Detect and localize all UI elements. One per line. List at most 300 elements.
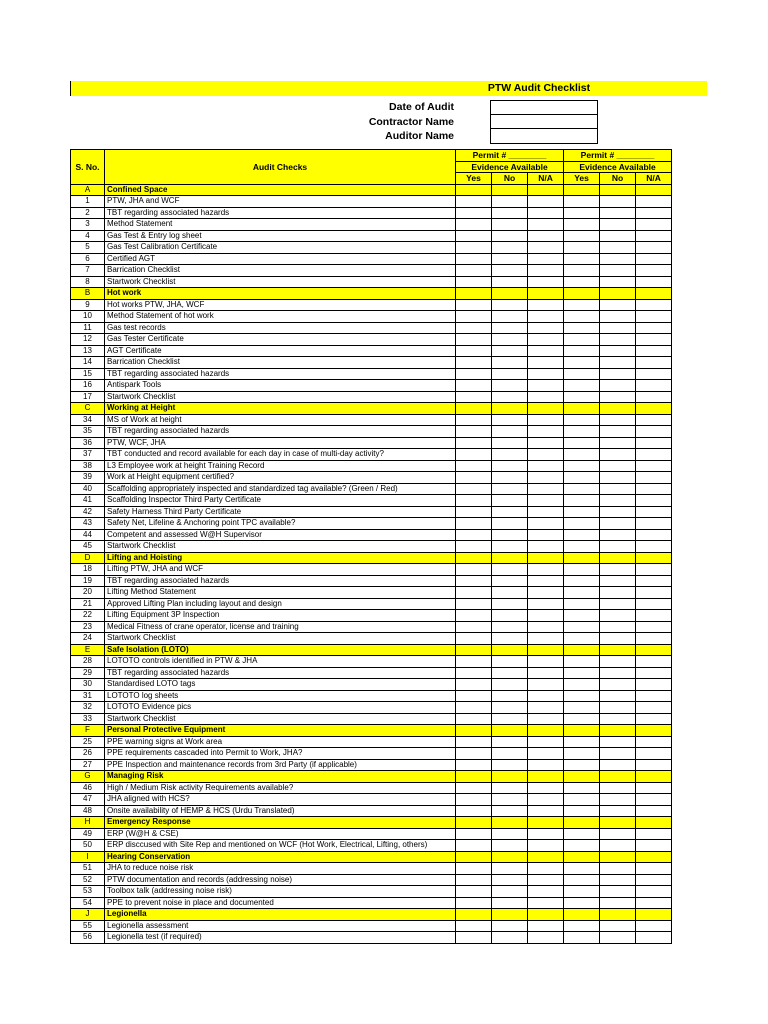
yes-2-cell[interactable]: [564, 713, 600, 725]
yes-2-cell[interactable]: [564, 805, 600, 817]
na-1-cell[interactable]: [528, 483, 564, 495]
yes-1-cell[interactable]: [456, 575, 492, 587]
na-1-cell[interactable]: [528, 426, 564, 438]
no-1-cell[interactable]: [492, 368, 528, 380]
no-2-cell[interactable]: [600, 345, 636, 357]
no-1-cell[interactable]: [492, 759, 528, 771]
na-2-cell[interactable]: [636, 874, 672, 886]
na-2-cell[interactable]: [636, 932, 672, 944]
yes-1-cell[interactable]: [456, 828, 492, 840]
na-2-cell[interactable]: [636, 564, 672, 576]
na-1-cell[interactable]: [528, 380, 564, 392]
no-1-cell[interactable]: [492, 587, 528, 599]
yes-2-cell[interactable]: [564, 460, 600, 472]
no-1-cell[interactable]: [492, 265, 528, 277]
no-1-cell[interactable]: [492, 886, 528, 898]
no-1-cell[interactable]: [492, 495, 528, 507]
yes-2-cell[interactable]: [564, 932, 600, 944]
yes-1-cell[interactable]: [456, 219, 492, 231]
na-1-cell[interactable]: [528, 794, 564, 806]
yes-2-cell[interactable]: [564, 483, 600, 495]
yes-2-cell[interactable]: [564, 564, 600, 576]
yes-2-cell[interactable]: [564, 828, 600, 840]
yes-2-cell[interactable]: [564, 541, 600, 553]
na-2-cell[interactable]: [636, 621, 672, 633]
na-2-cell[interactable]: [636, 575, 672, 587]
yes-1-cell[interactable]: [456, 242, 492, 254]
na-1-cell[interactable]: [528, 748, 564, 760]
no-1-cell[interactable]: [492, 391, 528, 403]
na-1-cell[interactable]: [528, 299, 564, 311]
yes-1-cell[interactable]: [456, 276, 492, 288]
yes-2-cell[interactable]: [564, 863, 600, 875]
na-1-cell[interactable]: [528, 840, 564, 852]
yes-2-cell[interactable]: [564, 322, 600, 334]
date-of-audit-field[interactable]: [490, 100, 598, 115]
yes-2-cell[interactable]: [564, 656, 600, 668]
na-2-cell[interactable]: [636, 529, 672, 541]
na-2-cell[interactable]: [636, 736, 672, 748]
yes-1-cell[interactable]: [456, 357, 492, 369]
na-2-cell[interactable]: [636, 759, 672, 771]
na-1-cell[interactable]: [528, 414, 564, 426]
na-2-cell[interactable]: [636, 380, 672, 392]
na-1-cell[interactable]: [528, 311, 564, 323]
na-2-cell[interactable]: [636, 840, 672, 852]
na-1-cell[interactable]: [528, 702, 564, 714]
no-2-cell[interactable]: [600, 679, 636, 691]
na-2-cell[interactable]: [636, 610, 672, 622]
na-2-cell[interactable]: [636, 449, 672, 461]
yes-2-cell[interactable]: [564, 242, 600, 254]
na-2-cell[interactable]: [636, 541, 672, 553]
no-1-cell[interactable]: [492, 414, 528, 426]
no-1-cell[interactable]: [492, 276, 528, 288]
no-1-cell[interactable]: [492, 863, 528, 875]
yes-1-cell[interactable]: [456, 713, 492, 725]
na-2-cell[interactable]: [636, 506, 672, 518]
na-2-cell[interactable]: [636, 886, 672, 898]
no-1-cell[interactable]: [492, 380, 528, 392]
na-1-cell[interactable]: [528, 345, 564, 357]
auditor-name-field[interactable]: [490, 129, 598, 144]
yes-2-cell[interactable]: [564, 334, 600, 346]
yes-1-cell[interactable]: [456, 518, 492, 530]
na-2-cell[interactable]: [636, 219, 672, 231]
na-2-cell[interactable]: [636, 276, 672, 288]
yes-2-cell[interactable]: [564, 690, 600, 702]
yes-2-cell[interactable]: [564, 345, 600, 357]
na-2-cell[interactable]: [636, 391, 672, 403]
no-1-cell[interactable]: [492, 690, 528, 702]
na-1-cell[interactable]: [528, 242, 564, 254]
yes-1-cell[interactable]: [456, 196, 492, 208]
na-2-cell[interactable]: [636, 230, 672, 242]
yes-1-cell[interactable]: [456, 690, 492, 702]
no-1-cell[interactable]: [492, 667, 528, 679]
yes-2-cell[interactable]: [564, 207, 600, 219]
yes-1-cell[interactable]: [456, 736, 492, 748]
no-2-cell[interactable]: [600, 587, 636, 599]
na-2-cell[interactable]: [636, 805, 672, 817]
yes-1-cell[interactable]: [456, 391, 492, 403]
yes-2-cell[interactable]: [564, 897, 600, 909]
no-1-cell[interactable]: [492, 679, 528, 691]
yes-2-cell[interactable]: [564, 610, 600, 622]
no-2-cell[interactable]: [600, 748, 636, 760]
na-1-cell[interactable]: [528, 529, 564, 541]
no-2-cell[interactable]: [600, 311, 636, 323]
yes-2-cell[interactable]: [564, 679, 600, 691]
na-1-cell[interactable]: [528, 633, 564, 645]
no-2-cell[interactable]: [600, 242, 636, 254]
no-1-cell[interactable]: [492, 207, 528, 219]
na-2-cell[interactable]: [636, 472, 672, 484]
yes-2-cell[interactable]: [564, 702, 600, 714]
no-1-cell[interactable]: [492, 437, 528, 449]
no-1-cell[interactable]: [492, 610, 528, 622]
yes-1-cell[interactable]: [456, 587, 492, 599]
no-1-cell[interactable]: [492, 253, 528, 265]
yes-1-cell[interactable]: [456, 598, 492, 610]
na-2-cell[interactable]: [636, 920, 672, 932]
no-2-cell[interactable]: [600, 460, 636, 472]
yes-1-cell[interactable]: [456, 472, 492, 484]
no-2-cell[interactable]: [600, 782, 636, 794]
na-1-cell[interactable]: [528, 897, 564, 909]
na-1-cell[interactable]: [528, 495, 564, 507]
yes-1-cell[interactable]: [456, 368, 492, 380]
yes-1-cell[interactable]: [456, 794, 492, 806]
na-2-cell[interactable]: [636, 828, 672, 840]
no-1-cell[interactable]: [492, 242, 528, 254]
yes-1-cell[interactable]: [456, 932, 492, 944]
no-2-cell[interactable]: [600, 357, 636, 369]
no-2-cell[interactable]: [600, 219, 636, 231]
yes-2-cell[interactable]: [564, 230, 600, 242]
yes-1-cell[interactable]: [456, 621, 492, 633]
no-1-cell[interactable]: [492, 230, 528, 242]
na-2-cell[interactable]: [636, 679, 672, 691]
no-2-cell[interactable]: [600, 840, 636, 852]
na-1-cell[interactable]: [528, 230, 564, 242]
no-1-cell[interactable]: [492, 633, 528, 645]
na-2-cell[interactable]: [636, 667, 672, 679]
yes-1-cell[interactable]: [456, 483, 492, 495]
no-1-cell[interactable]: [492, 748, 528, 760]
na-1-cell[interactable]: [528, 541, 564, 553]
na-2-cell[interactable]: [636, 357, 672, 369]
yes-1-cell[interactable]: [456, 449, 492, 461]
na-1-cell[interactable]: [528, 276, 564, 288]
yes-1-cell[interactable]: [456, 886, 492, 898]
na-1-cell[interactable]: [528, 518, 564, 530]
yes-2-cell[interactable]: [564, 414, 600, 426]
no-1-cell[interactable]: [492, 782, 528, 794]
no-2-cell[interactable]: [600, 656, 636, 668]
no-2-cell[interactable]: [600, 598, 636, 610]
na-2-cell[interactable]: [636, 518, 672, 530]
yes-2-cell[interactable]: [564, 840, 600, 852]
no-2-cell[interactable]: [600, 713, 636, 725]
na-2-cell[interactable]: [636, 196, 672, 208]
yes-1-cell[interactable]: [456, 345, 492, 357]
no-1-cell[interactable]: [492, 621, 528, 633]
yes-1-cell[interactable]: [456, 564, 492, 576]
no-1-cell[interactable]: [492, 426, 528, 438]
no-2-cell[interactable]: [600, 483, 636, 495]
yes-1-cell[interactable]: [456, 702, 492, 714]
no-1-cell[interactable]: [492, 357, 528, 369]
na-1-cell[interactable]: [528, 874, 564, 886]
yes-1-cell[interactable]: [456, 207, 492, 219]
yes-1-cell[interactable]: [456, 805, 492, 817]
no-1-cell[interactable]: [492, 460, 528, 472]
no-2-cell[interactable]: [600, 633, 636, 645]
na-2-cell[interactable]: [636, 368, 672, 380]
na-2-cell[interactable]: [636, 207, 672, 219]
yes-2-cell[interactable]: [564, 575, 600, 587]
yes-2-cell[interactable]: [564, 426, 600, 438]
yes-1-cell[interactable]: [456, 920, 492, 932]
no-2-cell[interactable]: [600, 690, 636, 702]
na-1-cell[interactable]: [528, 782, 564, 794]
yes-1-cell[interactable]: [456, 414, 492, 426]
yes-2-cell[interactable]: [564, 357, 600, 369]
na-1-cell[interactable]: [528, 391, 564, 403]
no-1-cell[interactable]: [492, 196, 528, 208]
no-1-cell[interactable]: [492, 311, 528, 323]
na-2-cell[interactable]: [636, 437, 672, 449]
na-2-cell[interactable]: [636, 495, 672, 507]
na-2-cell[interactable]: [636, 460, 672, 472]
yes-1-cell[interactable]: [456, 426, 492, 438]
na-2-cell[interactable]: [636, 299, 672, 311]
na-1-cell[interactable]: [528, 334, 564, 346]
yes-2-cell[interactable]: [564, 794, 600, 806]
na-1-cell[interactable]: [528, 759, 564, 771]
no-1-cell[interactable]: [492, 840, 528, 852]
no-2-cell[interactable]: [600, 897, 636, 909]
na-2-cell[interactable]: [636, 598, 672, 610]
na-2-cell[interactable]: [636, 242, 672, 254]
yes-2-cell[interactable]: [564, 276, 600, 288]
yes-1-cell[interactable]: [456, 299, 492, 311]
no-2-cell[interactable]: [600, 805, 636, 817]
na-2-cell[interactable]: [636, 794, 672, 806]
no-1-cell[interactable]: [492, 541, 528, 553]
na-2-cell[interactable]: [636, 311, 672, 323]
yes-2-cell[interactable]: [564, 759, 600, 771]
na-2-cell[interactable]: [636, 334, 672, 346]
yes-2-cell[interactable]: [564, 495, 600, 507]
yes-2-cell[interactable]: [564, 587, 600, 599]
yes-1-cell[interactable]: [456, 265, 492, 277]
no-2-cell[interactable]: [600, 230, 636, 242]
no-1-cell[interactable]: [492, 219, 528, 231]
no-2-cell[interactable]: [600, 449, 636, 461]
no-2-cell[interactable]: [600, 541, 636, 553]
no-2-cell[interactable]: [600, 253, 636, 265]
na-1-cell[interactable]: [528, 575, 564, 587]
na-1-cell[interactable]: [528, 253, 564, 265]
na-1-cell[interactable]: [528, 610, 564, 622]
yes-1-cell[interactable]: [456, 656, 492, 668]
yes-1-cell[interactable]: [456, 759, 492, 771]
na-1-cell[interactable]: [528, 472, 564, 484]
no-1-cell[interactable]: [492, 575, 528, 587]
no-2-cell[interactable]: [600, 886, 636, 898]
yes-2-cell[interactable]: [564, 506, 600, 518]
na-1-cell[interactable]: [528, 828, 564, 840]
na-1-cell[interactable]: [528, 449, 564, 461]
no-1-cell[interactable]: [492, 299, 528, 311]
na-1-cell[interactable]: [528, 656, 564, 668]
na-1-cell[interactable]: [528, 437, 564, 449]
yes-2-cell[interactable]: [564, 920, 600, 932]
no-1-cell[interactable]: [492, 472, 528, 484]
na-2-cell[interactable]: [636, 265, 672, 277]
na-2-cell[interactable]: [636, 690, 672, 702]
no-1-cell[interactable]: [492, 736, 528, 748]
na-2-cell[interactable]: [636, 414, 672, 426]
na-1-cell[interactable]: [528, 196, 564, 208]
na-2-cell[interactable]: [636, 782, 672, 794]
no-1-cell[interactable]: [492, 506, 528, 518]
yes-2-cell[interactable]: [564, 529, 600, 541]
no-2-cell[interactable]: [600, 196, 636, 208]
no-2-cell[interactable]: [600, 667, 636, 679]
yes-1-cell[interactable]: [456, 897, 492, 909]
na-1-cell[interactable]: [528, 598, 564, 610]
na-1-cell[interactable]: [528, 920, 564, 932]
no-2-cell[interactable]: [600, 380, 636, 392]
no-2-cell[interactable]: [600, 414, 636, 426]
no-1-cell[interactable]: [492, 932, 528, 944]
no-2-cell[interactable]: [600, 276, 636, 288]
yes-2-cell[interactable]: [564, 311, 600, 323]
na-2-cell[interactable]: [636, 863, 672, 875]
no-2-cell[interactable]: [600, 518, 636, 530]
yes-1-cell[interactable]: [456, 863, 492, 875]
yes-1-cell[interactable]: [456, 667, 492, 679]
na-2-cell[interactable]: [636, 345, 672, 357]
no-2-cell[interactable]: [600, 920, 636, 932]
yes-2-cell[interactable]: [564, 253, 600, 265]
no-1-cell[interactable]: [492, 920, 528, 932]
no-1-cell[interactable]: [492, 449, 528, 461]
yes-1-cell[interactable]: [456, 748, 492, 760]
no-2-cell[interactable]: [600, 564, 636, 576]
na-2-cell[interactable]: [636, 483, 672, 495]
no-2-cell[interactable]: [600, 495, 636, 507]
no-2-cell[interactable]: [600, 736, 636, 748]
yes-2-cell[interactable]: [564, 886, 600, 898]
no-1-cell[interactable]: [492, 529, 528, 541]
no-1-cell[interactable]: [492, 897, 528, 909]
no-2-cell[interactable]: [600, 368, 636, 380]
no-2-cell[interactable]: [600, 529, 636, 541]
no-1-cell[interactable]: [492, 518, 528, 530]
na-1-cell[interactable]: [528, 713, 564, 725]
no-2-cell[interactable]: [600, 828, 636, 840]
no-2-cell[interactable]: [600, 391, 636, 403]
no-1-cell[interactable]: [492, 483, 528, 495]
na-1-cell[interactable]: [528, 506, 564, 518]
yes-2-cell[interactable]: [564, 219, 600, 231]
no-1-cell[interactable]: [492, 345, 528, 357]
yes-1-cell[interactable]: [456, 460, 492, 472]
no-2-cell[interactable]: [600, 472, 636, 484]
no-2-cell[interactable]: [600, 207, 636, 219]
yes-2-cell[interactable]: [564, 472, 600, 484]
no-2-cell[interactable]: [600, 334, 636, 346]
na-1-cell[interactable]: [528, 736, 564, 748]
na-1-cell[interactable]: [528, 207, 564, 219]
no-2-cell[interactable]: [600, 299, 636, 311]
na-1-cell[interactable]: [528, 690, 564, 702]
yes-2-cell[interactable]: [564, 380, 600, 392]
no-1-cell[interactable]: [492, 598, 528, 610]
no-1-cell[interactable]: [492, 656, 528, 668]
yes-1-cell[interactable]: [456, 529, 492, 541]
yes-1-cell[interactable]: [456, 334, 492, 346]
no-1-cell[interactable]: [492, 805, 528, 817]
contractor-name-field[interactable]: [490, 115, 598, 130]
na-1-cell[interactable]: [528, 805, 564, 817]
no-1-cell[interactable]: [492, 322, 528, 334]
yes-1-cell[interactable]: [456, 311, 492, 323]
yes-2-cell[interactable]: [564, 782, 600, 794]
yes-1-cell[interactable]: [456, 253, 492, 265]
no-2-cell[interactable]: [600, 426, 636, 438]
na-1-cell[interactable]: [528, 265, 564, 277]
na-1-cell[interactable]: [528, 322, 564, 334]
yes-2-cell[interactable]: [564, 299, 600, 311]
yes-2-cell[interactable]: [564, 598, 600, 610]
no-1-cell[interactable]: [492, 702, 528, 714]
yes-1-cell[interactable]: [456, 437, 492, 449]
no-2-cell[interactable]: [600, 863, 636, 875]
yes-1-cell[interactable]: [456, 541, 492, 553]
na-1-cell[interactable]: [528, 460, 564, 472]
yes-1-cell[interactable]: [456, 380, 492, 392]
no-2-cell[interactable]: [600, 874, 636, 886]
yes-1-cell[interactable]: [456, 506, 492, 518]
na-2-cell[interactable]: [636, 587, 672, 599]
no-2-cell[interactable]: [600, 610, 636, 622]
na-1-cell[interactable]: [528, 621, 564, 633]
yes-1-cell[interactable]: [456, 230, 492, 242]
no-1-cell[interactable]: [492, 334, 528, 346]
yes-2-cell[interactable]: [564, 437, 600, 449]
na-1-cell[interactable]: [528, 219, 564, 231]
na-2-cell[interactable]: [636, 748, 672, 760]
na-1-cell[interactable]: [528, 863, 564, 875]
na-2-cell[interactable]: [636, 253, 672, 265]
no-1-cell[interactable]: [492, 713, 528, 725]
no-2-cell[interactable]: [600, 759, 636, 771]
yes-1-cell[interactable]: [456, 679, 492, 691]
no-2-cell[interactable]: [600, 322, 636, 334]
yes-1-cell[interactable]: [456, 782, 492, 794]
yes-1-cell[interactable]: [456, 495, 492, 507]
na-1-cell[interactable]: [528, 587, 564, 599]
na-2-cell[interactable]: [636, 713, 672, 725]
no-1-cell[interactable]: [492, 874, 528, 886]
no-1-cell[interactable]: [492, 564, 528, 576]
na-2-cell[interactable]: [636, 897, 672, 909]
